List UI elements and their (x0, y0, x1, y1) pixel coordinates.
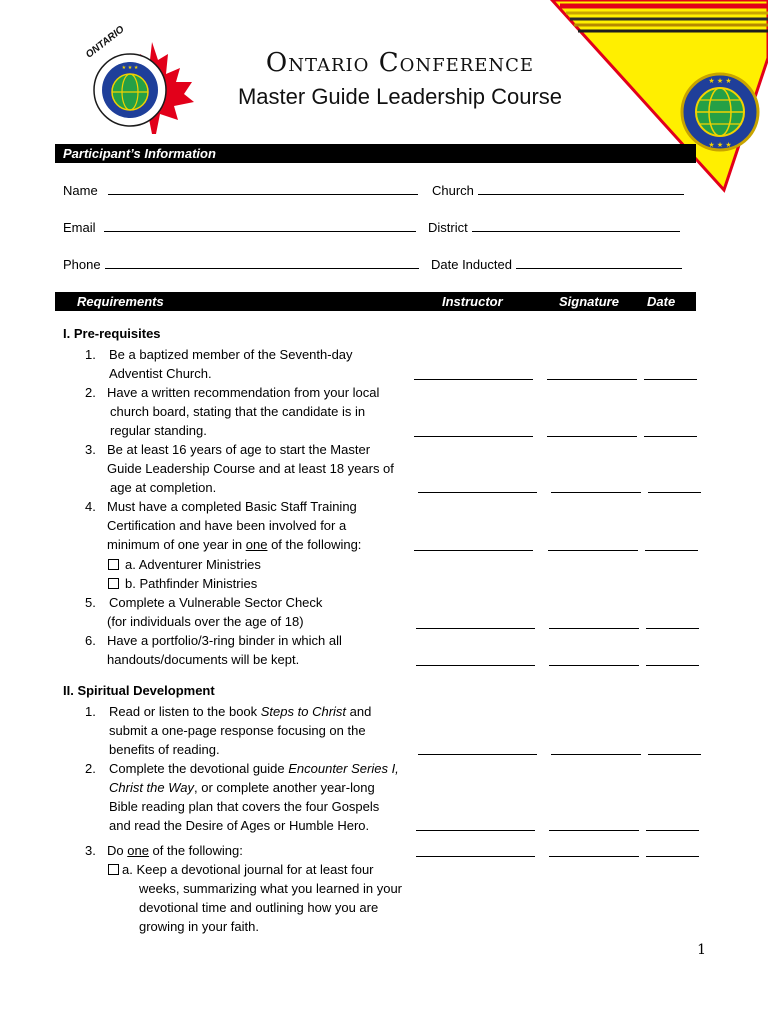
date-line[interactable] (644, 379, 697, 380)
prereq-item-5: 5. Complete a Vulnerable Sector Check (for individuals over the age of 18) (85, 595, 323, 629)
date-line[interactable] (648, 492, 701, 493)
date-inducted-label: Date Inducted (431, 257, 512, 272)
email-line[interactable] (104, 219, 416, 232)
date-line[interactable] (644, 436, 697, 437)
signature-line[interactable] (551, 492, 641, 493)
date-line[interactable] (648, 754, 701, 755)
name-label: Name (63, 183, 98, 198)
page-title: Ontario Conference (265, 48, 535, 78)
instructor-line[interactable] (418, 754, 537, 755)
church-field[interactable] (432, 182, 684, 198)
district-line[interactable] (472, 219, 680, 232)
prereq-item-3: 3. Be at least 16 years of age to start the Master Guide Leadership Course and at least 18 years of age at completion. (85, 442, 394, 495)
prereq-item-4: 4. Must have a completed Basic Staff Training Certification and have been involved for a minimum of one year in one of the following: (85, 499, 362, 552)
date-column: Date (647, 294, 676, 309)
svg-text:★ ★ ★: ★ ★ ★ (121, 65, 139, 71)
prereq-option-b[interactable]: b. Pathfinder Ministries (108, 574, 257, 593)
date-line[interactable] (646, 665, 699, 666)
district-field[interactable] (428, 219, 680, 235)
signature-line[interactable] (549, 628, 639, 629)
date-inducted-line[interactable] (516, 256, 682, 269)
phone-label: Phone (63, 257, 101, 272)
signature-line[interactable] (549, 830, 639, 831)
phone-field[interactable] (63, 256, 419, 272)
requirements-header (55, 292, 696, 311)
date-line[interactable] (646, 856, 699, 857)
email-label: Email (63, 220, 96, 235)
spiritual-item-1: 1. Read or listen to the book Steps to Christ and submit a one-page response focusing on the benefits of reading. (85, 704, 372, 757)
instructor-line[interactable] (416, 628, 535, 629)
instructor-line[interactable] (414, 436, 533, 437)
spiritual-item-2: 2. Complete the devotional guide Encounter Series I, Christ the Way, or complete another year-long Bible reading plan that covers the four Gospels and read the Desire of Ages or Humble Hero. (85, 761, 399, 833)
requirements-column: Requirements (77, 294, 164, 309)
spiritual-option-a: a. Keep a devotional journal for at least four weeks, summarizing what you learned in your devotional time and outlining how you are growing in your faith. (108, 860, 402, 936)
name-line[interactable] (108, 182, 418, 195)
prereq-item-6: 6. Have a portfolio/3-ring binder in which all handouts/documents will be kept. (85, 633, 342, 667)
section-spiritual-title: II. Spiritual Development (63, 683, 215, 698)
phone-line[interactable] (105, 256, 419, 269)
participant-info-heading: Participant’s Information (55, 144, 696, 163)
instructor-line[interactable] (416, 830, 535, 831)
church-line[interactable] (478, 182, 684, 195)
svg-text:★ ★ ★: ★ ★ ★ (708, 77, 732, 85)
signature-column: Signature (559, 294, 619, 309)
adventurer-checkbox[interactable] (108, 559, 119, 570)
district-label: District (428, 220, 468, 235)
prereq-item-2: 2. Have a written recommendation from your local church board, stating that the candidate is in regular standing. (85, 385, 380, 438)
instructor-line[interactable] (416, 856, 535, 857)
devotional-journal-checkbox[interactable] (108, 864, 119, 875)
date-line[interactable] (645, 550, 698, 551)
signature-line[interactable] (547, 379, 637, 380)
instructor-column: Instructor (442, 294, 503, 309)
date-line[interactable] (646, 830, 699, 831)
spiritual-item-3: 3. Do one of the following: (85, 843, 243, 858)
pathfinder-checkbox[interactable] (108, 578, 119, 589)
master-guide-emblem-right (680, 72, 760, 152)
instructor-line[interactable] (414, 379, 533, 380)
instructor-line[interactable] (414, 550, 533, 551)
page-subtitle: Master Guide Leadership Course (237, 84, 563, 109)
signature-line[interactable] (551, 754, 641, 755)
signature-line[interactable] (548, 550, 638, 551)
page-number: 1 (697, 942, 706, 958)
instructor-line[interactable] (416, 665, 535, 666)
svg-text:★ ★ ★: ★ ★ ★ (708, 141, 732, 149)
prereq-item-1: 1. Be a baptized member of the Seventh-day Adventist Church. (85, 347, 353, 381)
date-inducted-field[interactable] (431, 256, 682, 272)
section-prerequisites-title: I. Pre-requisites (63, 326, 161, 341)
name-field[interactable] (63, 182, 418, 198)
signature-line[interactable] (549, 856, 639, 857)
signature-line[interactable] (549, 665, 639, 666)
instructor-line[interactable] (418, 492, 537, 493)
email-field[interactable] (63, 219, 416, 235)
signature-line[interactable] (547, 436, 637, 437)
prereq-option-a[interactable]: a. Adventurer Ministries (108, 555, 261, 574)
church-label: Church (432, 183, 474, 198)
date-line[interactable] (646, 628, 699, 629)
logo-ontario-text: ONTARIO (84, 24, 127, 61)
